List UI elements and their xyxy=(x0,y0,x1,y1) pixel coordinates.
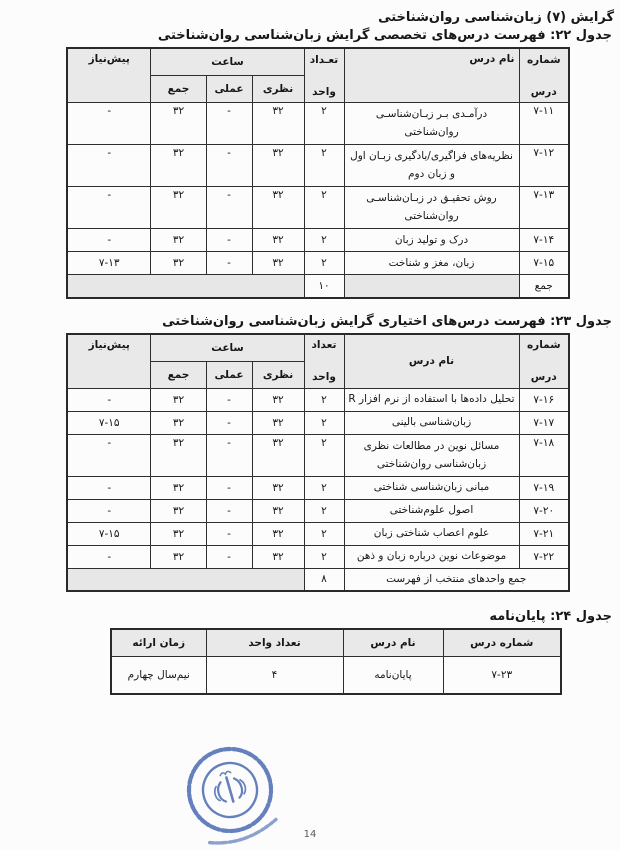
course-row xyxy=(67,522,569,545)
cell-practical: - xyxy=(206,145,252,187)
sum-row xyxy=(67,568,569,591)
cell-course-no: ۷-۲۱ xyxy=(519,522,569,545)
cell-prereq: - xyxy=(67,103,151,145)
cell-theory: ۳۲ xyxy=(252,522,304,545)
thesis-row xyxy=(111,657,561,695)
course-row xyxy=(67,229,569,252)
cell-offering-time: نیم‌سال چهارم xyxy=(111,657,206,695)
cell-prereq: ۷-۱۵ xyxy=(67,411,151,434)
cell-units: ۲ xyxy=(304,476,344,499)
cell-course-name: مسائل نوین در مطالعات نظری زبان‌شناسی روان‌شناختی xyxy=(344,434,519,476)
header-units xyxy=(304,48,344,103)
cell-practical: - xyxy=(206,522,252,545)
header-course-number-line1: شماره xyxy=(526,53,561,66)
header-units xyxy=(304,334,344,389)
header-course-number-line1: شماره xyxy=(526,339,561,351)
cell-practical: - xyxy=(206,103,252,145)
cell-course-name: نظریه‌های فراگیری/یادگیری زبـان اول و زبان دوم xyxy=(344,145,519,187)
cell-theory: ۳۲ xyxy=(252,434,304,476)
header-units-line2: واحد xyxy=(312,85,336,98)
cell-course-name: اصول علوم‌شناختی xyxy=(344,499,519,522)
cell-total: ۳۲ xyxy=(151,229,206,252)
cell-course-name: روش تحقیـق در زبـان‌شناسـی روان‌شناختی xyxy=(344,187,519,229)
cell-units: ۲ xyxy=(304,187,344,229)
header-course-number-line2: درس xyxy=(530,371,557,383)
cell-course-no: ۷-۱۶ xyxy=(519,388,569,411)
cell-theory: ۳۲ xyxy=(252,252,304,275)
cell-practical: - xyxy=(206,252,252,275)
cell-course-name: مبانی زبان‌شناسی شناختی xyxy=(344,476,519,499)
course-row xyxy=(67,545,569,568)
cell-prereq: - xyxy=(67,388,151,411)
sum-units: ۱۰ xyxy=(304,275,344,298)
cell-total: ۳۲ xyxy=(151,411,206,434)
cell-total: ۳۲ xyxy=(151,388,206,411)
cell-practical: - xyxy=(206,229,252,252)
header-units-line2: واحد xyxy=(312,371,336,383)
header-course-number-line2: درس xyxy=(530,85,557,98)
page-title: گرایش (۷) زبان‌شناسی روان‌شناختی xyxy=(378,10,614,25)
header-course-name: نام درس xyxy=(344,48,519,103)
table22-title: جدول ۲۲: فهرست درس‌های تخصصی گرایش زبان‌شناسی روان‌شناختی xyxy=(157,28,612,43)
cell-units: ۲ xyxy=(304,522,344,545)
cell-practical: - xyxy=(206,411,252,434)
cell-units: ۲ xyxy=(304,434,344,476)
sum-label: جمع xyxy=(519,275,569,298)
cell-practical: - xyxy=(206,434,252,476)
cell-course-no: ۷-۲۳ xyxy=(443,657,561,695)
cell-units: ۲ xyxy=(304,145,344,187)
cell-units: ۴ xyxy=(206,657,343,695)
course-row xyxy=(67,103,569,145)
header-course-name: نام درس xyxy=(344,334,519,389)
course-row xyxy=(67,145,569,187)
sum-label: جمع واحدهای منتخب از فهرست xyxy=(344,568,569,591)
course-row xyxy=(67,388,569,411)
cell-course-no: ۷-۱۹ xyxy=(519,476,569,499)
cell-prereq: - xyxy=(67,434,151,476)
cell-practical: - xyxy=(206,499,252,522)
sum-filler xyxy=(67,275,304,298)
cell-course-no: ۷-۱۱ xyxy=(519,103,569,145)
thesis-table xyxy=(110,628,562,695)
cell-course-no: ۷-۱۵ xyxy=(519,252,569,275)
cell-total: ۳۲ xyxy=(151,499,206,522)
cell-course-no: ۷-۲۲ xyxy=(519,545,569,568)
header-offering-time: زمان ارائه xyxy=(111,629,206,657)
cell-total: ۳۲ xyxy=(151,145,206,187)
table23-title: جدول ۲۳: فهرست درس‌های اختیاری گرایش زبان‌شناسی روان‌شناختی xyxy=(162,313,612,329)
header-hours: ساعت xyxy=(151,334,304,362)
course-row xyxy=(67,434,569,476)
cell-prereq: - xyxy=(67,145,151,187)
course-row xyxy=(67,411,569,434)
cell-practical: - xyxy=(206,388,252,411)
cell-units: ۲ xyxy=(304,411,344,434)
cell-prereq: - xyxy=(67,187,151,229)
header-course-name: نام درس xyxy=(343,629,443,657)
cell-total: ۳۲ xyxy=(151,103,206,145)
header-theory-hours: نظری xyxy=(252,361,304,388)
cell-course-no: ۷-۱۸ xyxy=(519,434,569,476)
cell-theory: ۳۲ xyxy=(252,229,304,252)
cell-theory: ۳۲ xyxy=(252,187,304,229)
cell-theory: ۳۲ xyxy=(252,145,304,187)
header-practical-hours: عملی xyxy=(206,76,252,103)
cell-theory: ۳۲ xyxy=(252,388,304,411)
header-units-line1: تعـداد xyxy=(309,53,339,66)
header-course-number xyxy=(519,48,569,103)
sum-row xyxy=(67,275,569,298)
cell-theory: ۳۲ xyxy=(252,476,304,499)
header-course-number: شماره درس xyxy=(443,629,561,657)
table23-header-row xyxy=(67,334,569,362)
cell-course-name: زبان، مغز و شناخت xyxy=(344,252,519,275)
header-course-number xyxy=(519,334,569,389)
header-theory-hours: نظری xyxy=(252,76,304,103)
cell-units: ۲ xyxy=(304,229,344,252)
cell-units: ۲ xyxy=(304,103,344,145)
cell-units: ۲ xyxy=(304,388,344,411)
cell-prereq: - xyxy=(67,545,151,568)
table24-title: جدول ۲۴: پایان‌نامه xyxy=(489,609,612,624)
cell-theory: ۳۲ xyxy=(252,545,304,568)
cell-prereq: - xyxy=(67,499,151,522)
cell-course-name: زبان‌شناسی بالینی xyxy=(344,411,519,434)
cell-course-name: تحلیل داده‌ها با استفاده از نرم افزار R xyxy=(344,388,519,411)
cell-course-no: ۷-۲۰ xyxy=(519,499,569,522)
course-row xyxy=(67,252,569,275)
sum-units: ۸ xyxy=(304,568,344,591)
cell-total: ۳۲ xyxy=(151,187,206,229)
cell-practical: - xyxy=(206,545,252,568)
cell-prereq: ۷-۱۳ xyxy=(67,252,151,275)
cell-course-name: علوم اعصاب شناختی زبان xyxy=(344,522,519,545)
cell-total: ۳۲ xyxy=(151,545,206,568)
cell-units: ۲ xyxy=(304,545,344,568)
cell-practical: - xyxy=(206,187,252,229)
header-prerequisite: پیش‌نیاز xyxy=(67,334,151,389)
cell-theory: ۳۲ xyxy=(252,499,304,522)
header-prerequisite: پیش‌نیاز xyxy=(67,48,151,103)
cell-total: ۳۲ xyxy=(151,522,206,545)
header-units: تعداد واحد xyxy=(206,629,343,657)
cell-units: ۲ xyxy=(304,499,344,522)
elective-courses-table xyxy=(66,333,570,593)
cell-theory: ۳۲ xyxy=(252,411,304,434)
cell-total: ۳۲ xyxy=(151,434,206,476)
course-row xyxy=(67,187,569,229)
cell-course-name: درآمـدی بـر زبـان‌شناسـی روان‌شناختی xyxy=(344,103,519,145)
cell-total: ۳۲ xyxy=(151,476,206,499)
cell-course-name: درک و تولید زبان xyxy=(344,229,519,252)
table24-header-row xyxy=(111,629,561,657)
header-units-line1: تعداد xyxy=(311,339,337,351)
cell-course-no: ۷-۱۳ xyxy=(519,187,569,229)
header-total-hours: جمع xyxy=(151,76,206,103)
header-hours: ساعت xyxy=(151,48,304,76)
cell-course-no: ۷-۱۷ xyxy=(519,411,569,434)
cell-course-no: ۷-۱۴ xyxy=(519,229,569,252)
specialized-courses-table xyxy=(66,47,570,299)
cell-practical: - xyxy=(206,476,252,499)
course-row xyxy=(67,476,569,499)
header-practical-hours: عملی xyxy=(206,361,252,388)
page-number: 14 xyxy=(303,829,317,840)
course-row xyxy=(67,499,569,522)
cell-total: ۳۲ xyxy=(151,252,206,275)
sum-filler xyxy=(344,275,519,298)
cell-course-name: موضوعات نوین درباره زبان و ذهن xyxy=(344,545,519,568)
cell-course-name: پایان‌نامه xyxy=(343,657,443,695)
header-total-hours: جمع xyxy=(151,361,206,388)
cell-prereq: ۷-۱۵ xyxy=(67,522,151,545)
cell-theory: ۳۲ xyxy=(252,103,304,145)
cell-course-no: ۷-۱۲ xyxy=(519,145,569,187)
cell-prereq: - xyxy=(67,229,151,252)
cell-prereq: - xyxy=(67,476,151,499)
cell-units: ۲ xyxy=(304,252,344,275)
sum-filler xyxy=(67,568,304,591)
table22-header-row xyxy=(67,48,569,76)
